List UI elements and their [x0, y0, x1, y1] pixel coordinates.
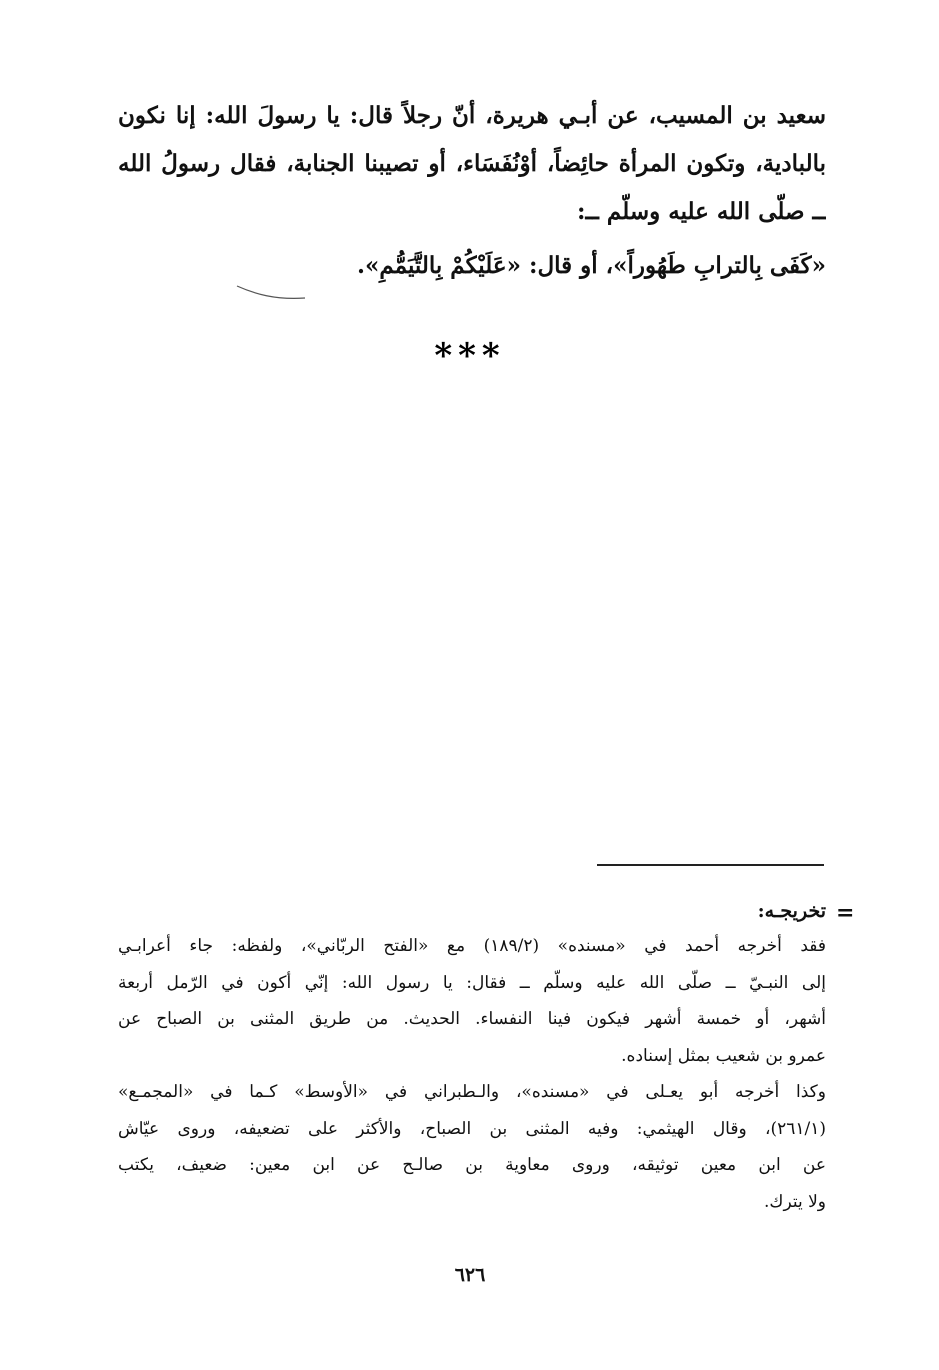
pen-stroke-mark	[235, 282, 307, 304]
footnotes-block	[118, 894, 826, 1220]
main-text-line-1: سعيد بن المسيب، عن أبـي هريرة، أنّ رجلاً قال: يا رسولَ الله: إنا نكون	[118, 102, 826, 129]
footnote-line: وكذا أخرجه أبو يعـلى في «مسنده»، والـطبراني في «الأوسط» كـما في «المجمـع»	[118, 1082, 826, 1102]
section-separator: ***	[434, 336, 506, 376]
hadith-quote: «كَفَى بِالترابِ طَهُوراً»، أو قال: «عَلَيْكُمْ بِالتَّيَمُّمِ».	[357, 252, 826, 279]
footnote-line: إلى النبـيّ ــ صلّى الله عليه وسلّم ــ فقال: يا رسول الله: إنّي أكون في الرّمل أربعة	[118, 972, 826, 993]
footnote-line: أشهر، أو خمسة أشهر فيكون فينا النفساء. الحديث. من طريق المثنى بن الصباح عن	[118, 1009, 826, 1029]
footnote-continuation-mark: =	[836, 900, 855, 926]
main-text-line-3: ــ صلّى الله عليه وسلّم ــ:	[576, 198, 826, 225]
main-text-line-2: بالبادية، وتكون المرأة حائِضاً، أوْنُفَسَاء، أو تصيبنا الجنابة، فقال رسولُ الله	[118, 150, 826, 177]
footnote-divider	[597, 864, 824, 866]
footnote-line: (٢٦١/١)، وقال الهيثمي: وفيه المثنى بن الصباح، والأكثر على تضعيفه، وروى عيّاش	[118, 1118, 826, 1139]
footnote-line: عن ابن معين توثيقه، وروى معاوية بن صالـح عن ابن معين: ضعيف، يكتب	[118, 1155, 826, 1175]
footnote-line: فقد أخرجه أحمد في «مسنده» (١٨٩/٢) مع «الفتح الربّاني»، ولفظه: جاء أعرابـي	[118, 936, 826, 956]
main-text-block	[118, 92, 826, 236]
page-number: ٦٢٦	[454, 1264, 486, 1286]
footnote-heading: تخريجـه:	[757, 900, 826, 922]
footnote-line: ولا يترك.	[764, 1191, 826, 1212]
footnote-line: عمرو بن شعيب بمثل إسناده.	[621, 1045, 826, 1066]
